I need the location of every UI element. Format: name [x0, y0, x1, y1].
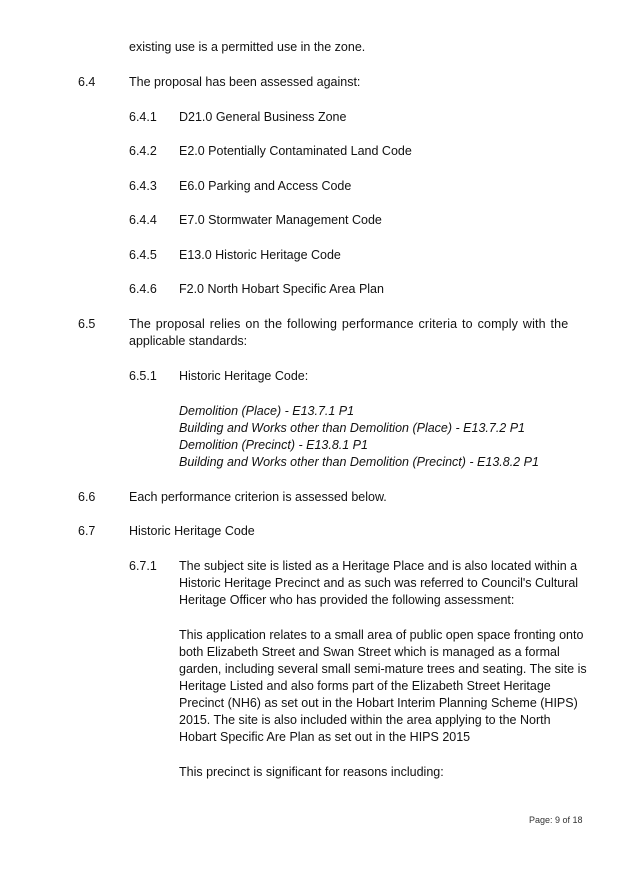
item-6-4-4-text: E7.0 Stormwater Management Code: [179, 213, 382, 227]
section-6-5-number: 6.5: [78, 317, 96, 331]
item-6-7-1-para1-line1: The subject site is listed as a Heritage Place and is also located within a: [179, 559, 578, 573]
item-6-4-5-text: E13.0 Historic Heritage Code: [179, 248, 341, 262]
item-6-5-1-text: Historic Heritage Code:: [179, 369, 309, 383]
item-6-4-2-number: 6.4.2: [129, 144, 157, 158]
continuation-text: existing use is a permitted use in the zone.: [129, 40, 366, 54]
assessment-line6: 2015. The site is also included within the area applying to the North: [179, 713, 551, 727]
item-6-7-1-para1-line2: Historic Heritage Precinct and as such was referred to Council's Cultural: [179, 576, 579, 590]
criterion-4: Building and Works other than Demolition (Precinct) - E13.8.2 P1: [179, 455, 539, 469]
section-6-4-text: The proposal has been assessed against:: [129, 75, 361, 89]
section-6-4-number: 6.4: [78, 75, 96, 89]
item-6-4-2-text: E2.0 Potentially Contaminated Land Code: [179, 144, 412, 158]
page-number: Page: 9 of 18: [529, 815, 583, 825]
assessment-line7: Hobart Specific Are Plan as set out in the HIPS 2015: [179, 730, 471, 744]
item-6-4-1-text: D21.0 General Business Zone: [179, 110, 347, 124]
section-6-7-number: 6.7: [78, 524, 96, 538]
item-6-4-6-text: F2.0 North Hobart Specific Area Plan: [179, 282, 384, 296]
assessment-line4: Heritage Listed and also forms part of the Elizabeth Street Heritage: [179, 679, 551, 693]
assessment-line3: garden, including several small semi-mature trees and seating. The site is: [179, 662, 587, 676]
criterion-3: Demolition (Precinct) - E13.8.1 P1: [179, 438, 368, 452]
item-6-4-4-number: 6.4.4: [129, 213, 157, 227]
item-6-4-6-number: 6.4.6: [129, 282, 157, 296]
section-6-5-line1: The proposal relies on the following performance criteria to comply with the: [129, 317, 569, 331]
item-6-7-1-para1-line3: Heritage Officer who has provided the following assessment:: [179, 593, 515, 607]
item-6-4-1-number: 6.4.1: [129, 110, 157, 124]
precinct-significance-text: This precinct is significant for reasons including:: [179, 765, 444, 779]
assessment-line5: Precinct (NH6) as set out in the Hobart Interim Planning Scheme (HIPS): [179, 696, 578, 710]
item-6-4-5-number: 6.4.5: [129, 248, 157, 262]
item-6-7-1-number: 6.7.1: [129, 559, 157, 573]
criterion-1: Demolition (Place) - E13.7.1 P1: [179, 404, 355, 418]
section-6-7-heading: Historic Heritage Code: [129, 524, 255, 538]
criterion-2: Building and Works other than Demolition (Place) - E13.7.2 P1: [179, 421, 526, 435]
assessment-line2: both Elizabeth Street and Swan Street which is managed as a formal: [179, 645, 560, 659]
section-6-6-number: 6.6: [78, 490, 96, 504]
section-6-5-line2: applicable standards:: [129, 334, 248, 348]
assessment-line1: This application relates to a small area of public open space fronting onto: [179, 628, 584, 642]
section-6-6-text: Each performance criterion is assessed below.: [129, 490, 387, 504]
item-6-4-3-number: 6.4.3: [129, 179, 157, 193]
item-6-5-1-number: 6.5.1: [129, 369, 157, 383]
item-6-4-3-text: E6.0 Parking and Access Code: [179, 179, 352, 193]
